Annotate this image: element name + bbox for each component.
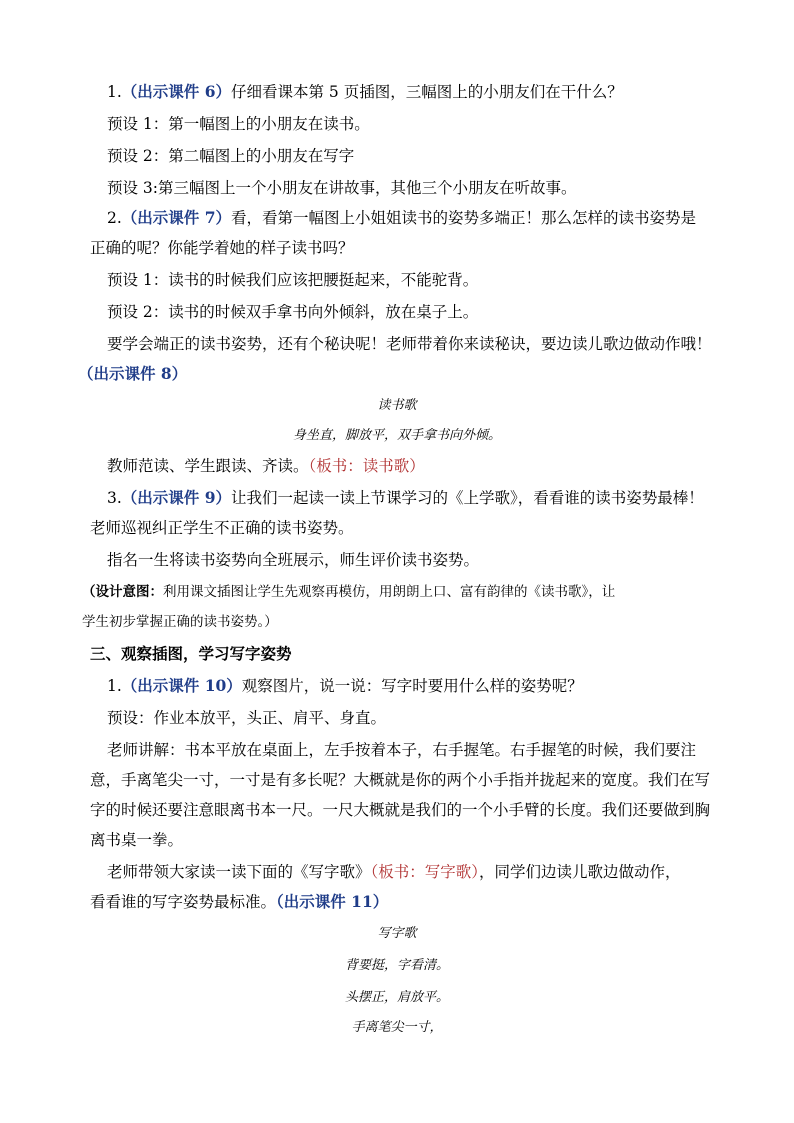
- paragraph-text-body: 老师带领大家读一读下面的《写字歌》: [107, 863, 371, 881]
- paragraph-continuation: 字的时候还要注意眼离书本一尺。一尺大概就是我们的一个小手臂的长度。我们还要做到胸: [90, 801, 711, 819]
- note-text: 利用课文插图让学生先观察再模仿，用朗朗上口、富有韵律的《读书歌》，让: [163, 584, 616, 600]
- paragraph-continuation: [90, 892, 794, 912]
- song-line: 背要挺，字看清。: [344, 958, 449, 973]
- item-number: 3.: [107, 489, 122, 507]
- courseware-tag: （出示课件 6）: [121, 82, 231, 101]
- item-number: 1.: [107, 83, 122, 101]
- preset-line: 预设 1：第一幅图上的小朋友在读书。: [107, 115, 370, 133]
- paragraph-1: [107, 82, 794, 102]
- preset-line: 预设 3:第三幅图上一个小朋友在讲故事，其他三个小朋友在听故事。: [107, 179, 577, 197]
- paragraph-text: 仔细看课本第 5 页插图，三幅图上的小朋友们在干什么？: [230, 83, 623, 101]
- preset-line: 预设：作业本放平，头正、肩平、身直。: [107, 709, 387, 727]
- board-note: （板书：写字歌）: [370, 863, 480, 881]
- paragraph-continuation: 老师巡视纠正学生不正确的读书姿势。: [90, 519, 354, 537]
- section-heading: 三、观察插图，学习写字姿势: [90, 644, 292, 663]
- note-continuation: 学生初步掌握正确的读书姿势。）: [82, 614, 278, 630]
- paragraph-text: 看，看第一幅图上小姐姐读书的姿势多端正！那么怎样的读书姿势是: [230, 209, 696, 227]
- paragraph-continuation: 意，手离笔尖一寸，一寸是有多长呢？大概就是你的两个小手指并拢起来的宽度。我们在写: [90, 771, 711, 789]
- paragraph-text: 让我们一起读一读上节课学习的《上学歌》，看看谁的读书姿势最棒！: [230, 489, 704, 507]
- courseware-tag: （出示课件 7）: [121, 208, 231, 227]
- courseware-tag-text: （出示课件 8）: [78, 364, 188, 383]
- paragraph-continuation: 正确的呢？你能学着她的样子读书吗？: [90, 239, 354, 257]
- courseware-tag: （出示课件 10）: [121, 676, 242, 695]
- preset-line: 预设 1：读书的时候我们应该把腰挺起来，不能驼背。: [107, 271, 479, 289]
- courseware-tag: （出示课件 11）: [276, 892, 389, 911]
- paragraph-text: [107, 862, 794, 882]
- courseware-tag: [78, 364, 794, 384]
- paragraph-text: 老师讲解：书本平放在桌面上，左手按着本子，右手握笔。右手握笔的时候，我们要注: [107, 741, 697, 759]
- song-line: 头摆正，肩放平。: [344, 990, 449, 1005]
- item-number: 1.: [107, 677, 122, 695]
- paragraph-text-body: ，同学们边读儿歌边做动作，: [479, 863, 681, 881]
- song-line: 手离笔尖一寸，: [351, 1020, 443, 1035]
- courseware-tag: （出示课件 9）: [121, 488, 231, 507]
- paragraph-text: 观察图片，说一说：写字时要用什么样的姿势呢？: [241, 677, 583, 695]
- song-title: 读书歌: [377, 398, 417, 413]
- paragraph-text: 指名一生将读书姿势向全班展示，师生评价读书姿势。: [107, 551, 480, 569]
- preset-line: 预设 2：第二幅图上的小朋友在写字: [107, 147, 355, 165]
- song-title: 写字歌: [377, 926, 417, 941]
- paragraph-3: [107, 488, 794, 508]
- song-line: 身坐直，脚放平，双手拿书向外倾。: [292, 428, 501, 443]
- paragraph-text: 要学会端正的读书姿势，还有个秘诀呢！老师带着你来读秘诀，要边读儿歌边做动作哦！: [107, 335, 712, 353]
- paragraph-4: [107, 676, 794, 696]
- item-number: 2.: [107, 209, 122, 227]
- paragraph-text-body: 看看谁的写字姿势最标准。: [90, 893, 277, 911]
- note-label: （设计意图：: [82, 584, 163, 600]
- paragraph-2: [107, 208, 794, 228]
- paragraph-continuation: 离书桌一拳。: [90, 831, 184, 849]
- paragraph-text-body: 教师范读、学生跟读、齐读。: [107, 457, 309, 475]
- design-intent-note: [82, 582, 794, 602]
- paragraph-text: [107, 456, 794, 476]
- board-note: （板书：读书歌）: [308, 457, 425, 475]
- preset-line: 预设 2：读书的时候双手拿书向外倾斜，放在桌子上。: [107, 303, 479, 321]
